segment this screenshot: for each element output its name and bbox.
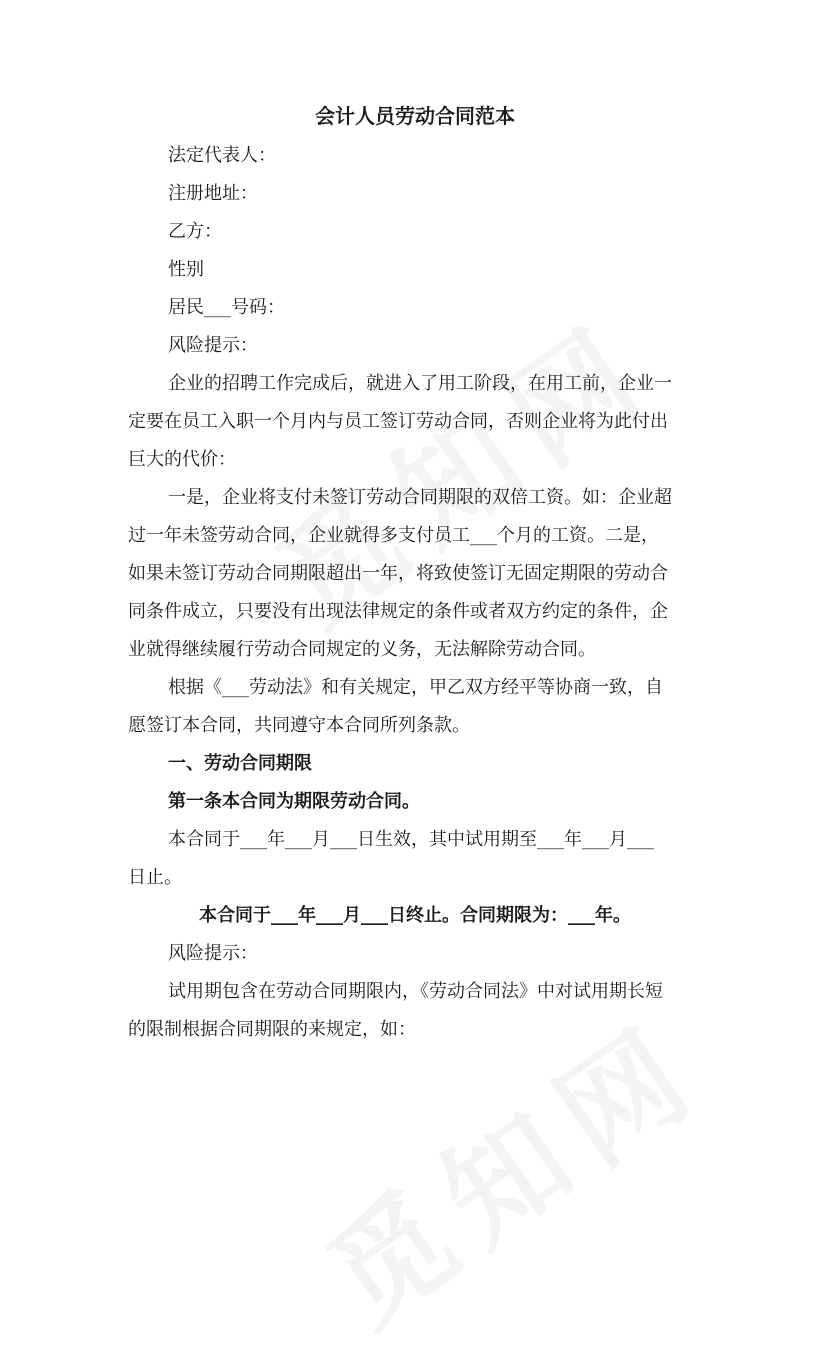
paragraph-line: 的限制根据合同期限的来规定，如：: [128, 1019, 416, 1040]
paragraph-line: 业就得继续履行劳动合同规定的义务，无法解除劳动合同。: [128, 639, 596, 660]
field-gender: 性别: [168, 259, 204, 280]
contract-term-line: 本合同于___年___月___日终止。合同期限为：___年。: [199, 905, 631, 926]
paragraph-line: 同条件成立，只要没有出现法律规定的条件或者双方约定的条件，企: [128, 601, 668, 622]
paragraph-line: 定要在员工入职一个月内与员工签订劳动合同，否则企业将为此付出: [128, 411, 668, 432]
field-legal-rep: 法定代表人：: [168, 145, 276, 166]
paragraph-line: 根据《___劳动法》和有关规定，甲乙双方经平等协商一致，自: [168, 677, 663, 698]
paragraph-line: 日止。: [128, 867, 182, 888]
article-heading: 第一条本合同为期限劳动合同。: [168, 791, 420, 812]
paragraph-line: 本合同于___年___月___日生效，其中试用期至___年___月___: [168, 829, 654, 850]
section-heading: 一、劳动合同期限: [168, 753, 312, 774]
field-address: 注册地址：: [168, 183, 258, 204]
paragraph-line: 过一年未签劳动合同，企业就得多支付员工___个月的工资。二是，: [128, 525, 659, 546]
field-party-b: 乙方：: [168, 221, 222, 242]
document-title: 会计人员劳动合同范本: [315, 104, 515, 128]
risk-heading: 风险提示：: [168, 943, 258, 964]
paragraph-line: 一是，企业将支付未签订劳动合同期限的双倍工资。如：企业超: [168, 487, 672, 508]
paragraph-line: 企业的招聘工作完成后，就进入了用工阶段，在用工前，企业一: [168, 373, 672, 394]
risk-heading: 风险提示：: [168, 335, 258, 356]
paragraph-line: 试用期包含在劳动合同期限内，《劳动合同法》中对试用期长短: [168, 981, 663, 1002]
field-id-number: 居民___号码：: [168, 297, 285, 318]
paragraph-line: 巨大的代价：: [128, 449, 236, 470]
paragraph-line: 愿签订本合同，共同遵守本合同所列条款。: [128, 715, 470, 736]
paragraph-line: 如果未签订劳动合同期限超出一年，将致使签订无固定期限的劳动合: [128, 563, 668, 584]
